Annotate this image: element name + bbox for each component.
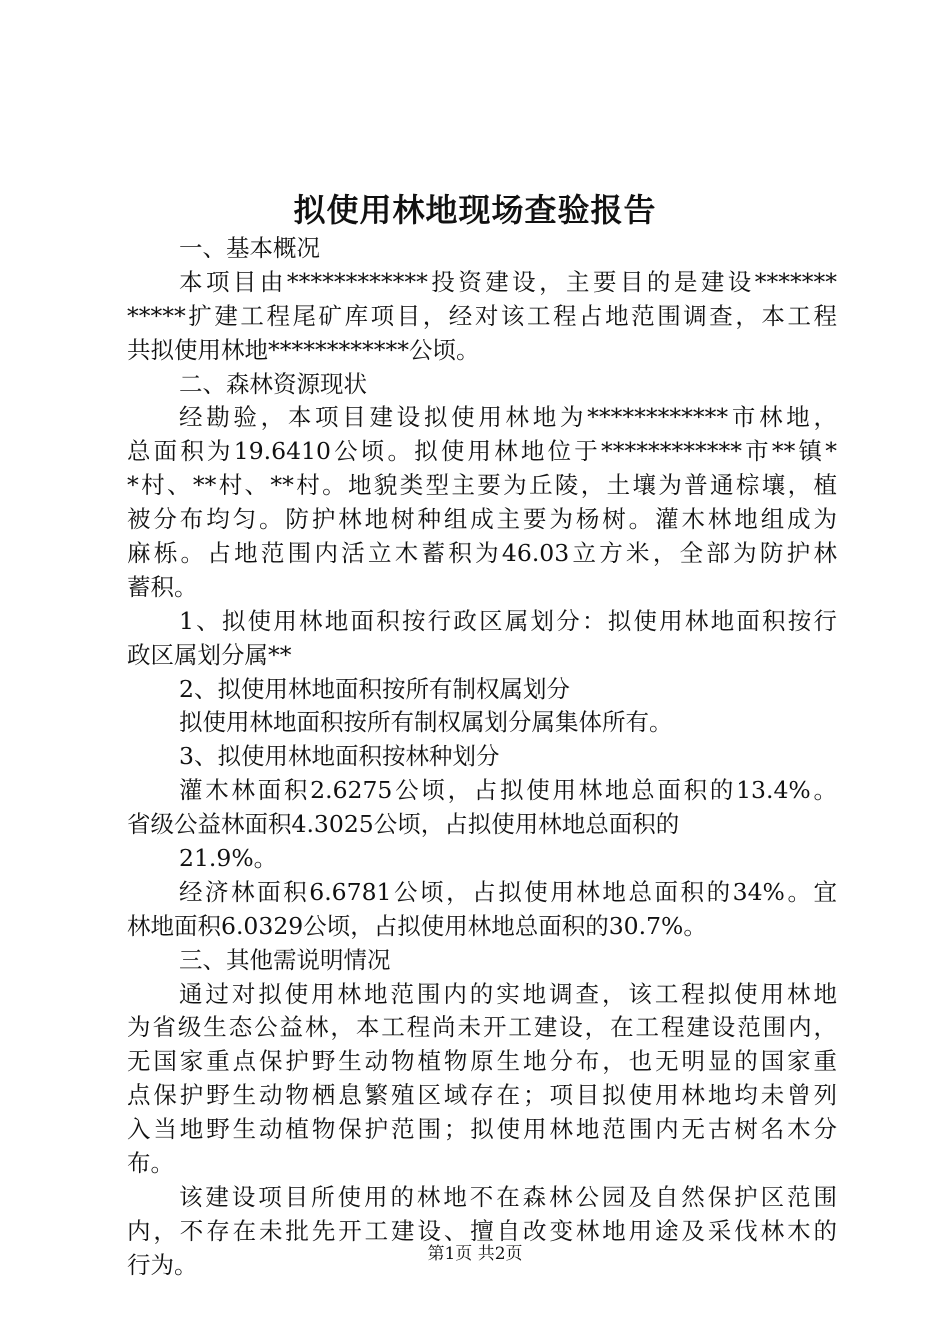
document-body xyxy=(127,232,837,1283)
text-line: 入当地野生动植物保护范围；拟使用林地范围内无古树名木分 xyxy=(127,1115,837,1144)
text-line: 经勘验，本项目建设拟使用林地为************市林地， xyxy=(179,403,837,432)
text-line: 3、拟使用林地面积按林种划分 xyxy=(179,742,500,771)
text-line: 行为。 xyxy=(127,1250,198,1279)
text-line: 21.9%。 xyxy=(179,844,278,873)
text-line: 一、基本概况 xyxy=(179,234,320,262)
text-line: 麻栎。占地范围内活立木蓄积为46.03立方米，全部为防护林 xyxy=(127,539,837,568)
text-line: 林地面积6.0329公顷，占拟使用林地总面积的30.7%。 xyxy=(127,911,707,940)
text-line: 通过对拟使用林地范围内的实地调查，该工程拟使用林地 xyxy=(179,979,837,1008)
text-line: 内，不存在未批先开工建设、擅自改变林地用途及采伐林木的 xyxy=(127,1216,837,1245)
text-line: 1、拟使用林地面积按行政区属划分：拟使用林地面积按行 xyxy=(179,606,837,635)
text-line: 政区属划分属** xyxy=(127,640,292,669)
text-line: 蓄积。 xyxy=(127,572,198,601)
text-line: 拟使用林地面积按所有制权属划分属集体所有。 xyxy=(179,708,673,737)
text-line: 三、其他需说明情况 xyxy=(179,945,391,974)
text-line: 灌木林面积2.6275公顷，占拟使用林地总面积的13.4%。 xyxy=(179,776,837,805)
text-line: 总面积为19.6410公顷。拟使用林地位于************市**镇* xyxy=(127,437,837,466)
text-line: 共拟使用林地************公顷。 xyxy=(127,335,480,364)
text-line: 本项目由************投资建设，主要目的是建设******* xyxy=(179,267,837,296)
text-line: 省级公益林面积4.3025公顷，占拟使用林地总面积的 xyxy=(127,810,680,839)
text-line: 该建设项目所使用的林地不在森林公园及自然保护区范围 xyxy=(179,1182,837,1211)
text-line: 点保护野生动物栖息繁殖区域存在；项目拟使用林地均未曾列 xyxy=(127,1081,837,1110)
text-line: *****扩建工程尾矿库项目，经对该工程占地范围调查，本工程 xyxy=(127,301,837,330)
text-line: 二、森林资源现状 xyxy=(179,369,367,398)
page-footer: 第1页 共2页 xyxy=(427,1244,523,1264)
text-line: 无国家重点保护野生动物植物原生地分布，也无明显的国家重 xyxy=(127,1047,837,1076)
text-line: 经济林面积6.6781公顷，占拟使用林地总面积的34%。宜 xyxy=(179,877,837,906)
text-line: 2、拟使用林地面积按所有制权属划分 xyxy=(179,674,570,703)
text-line: *村、**村、**村。地貌类型主要为丘陵，土壤为普通棕壤，植 xyxy=(127,471,837,500)
text-line: 为省级生态公益林，本工程尚未开工建设，在工程建设范围内， xyxy=(127,1013,837,1042)
text-line: 布。 xyxy=(127,1149,174,1178)
text-line: 被分布均匀。防护林地树种组成主要为杨树。灌木林地组成为 xyxy=(127,505,837,534)
document-title: 拟使用林地现场查验报告 xyxy=(293,191,657,229)
